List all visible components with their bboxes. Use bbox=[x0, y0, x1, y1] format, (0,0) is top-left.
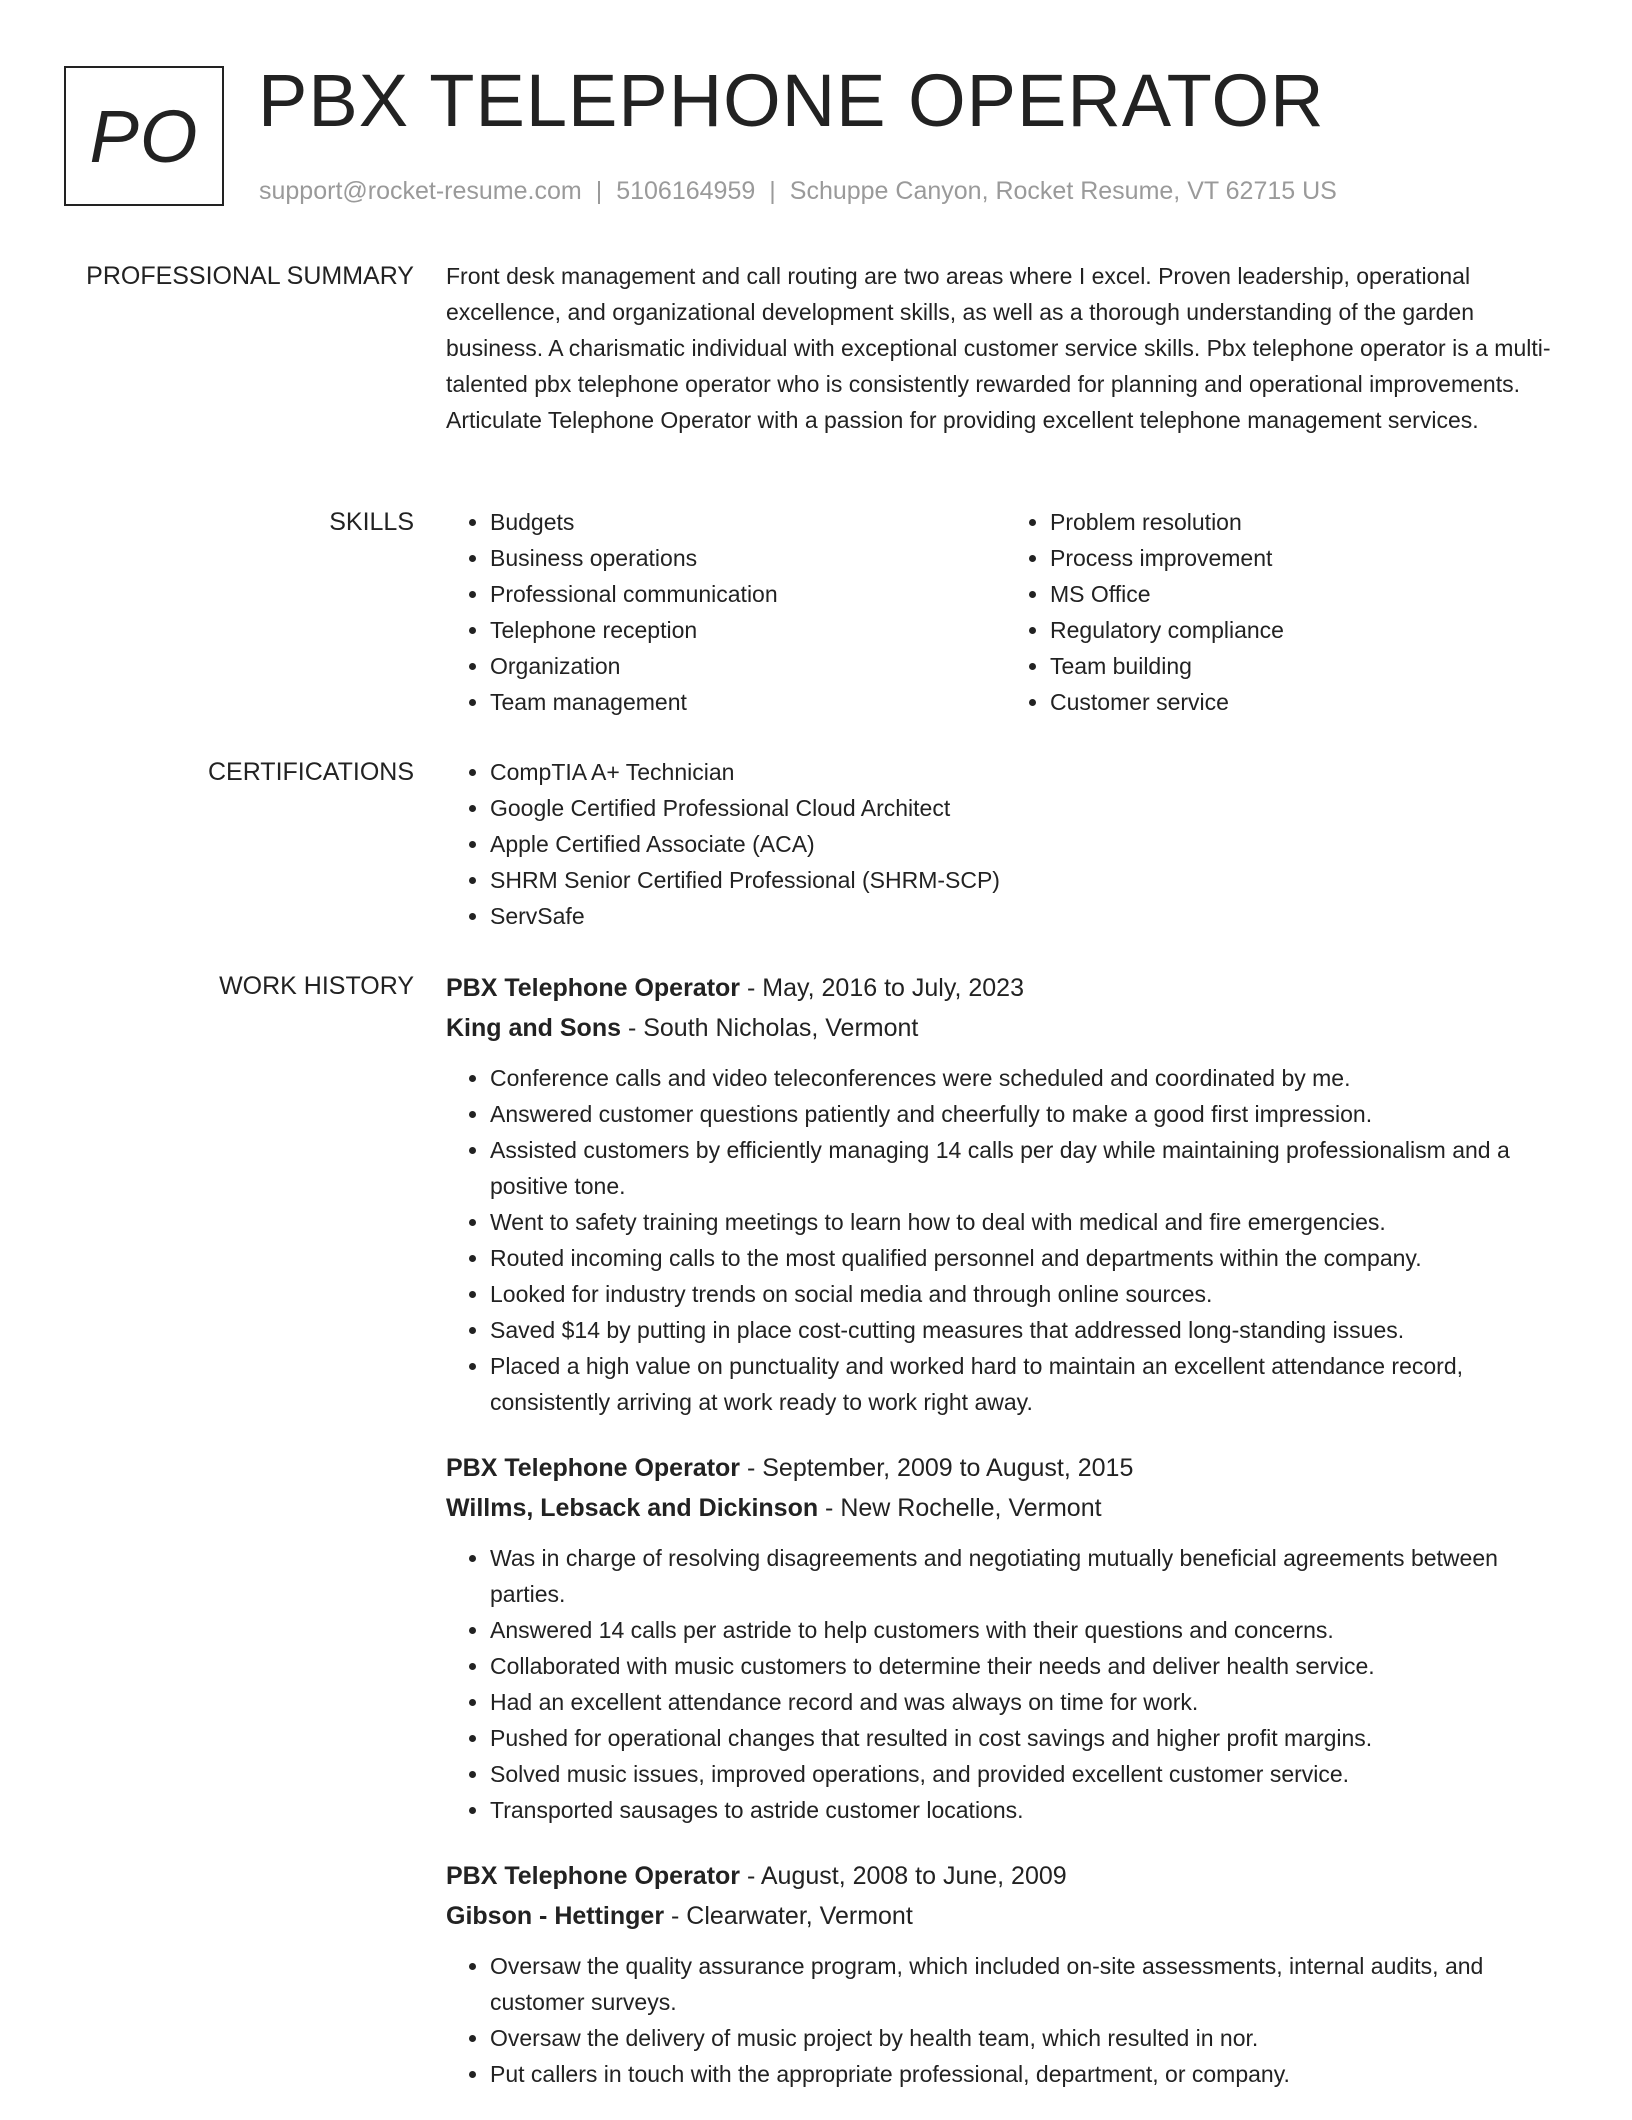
job-duty-item: • Collaborated with music customers to determine their needs and deliver health service. bbox=[490, 1648, 1566, 1684]
job-company-line bbox=[446, 1008, 1566, 1048]
contact-line bbox=[259, 174, 1337, 208]
skill-item: • Team management bbox=[490, 684, 1006, 720]
job-duty-item: • Looked for industry trends on social media and through online sources. bbox=[490, 1276, 1566, 1312]
job-dates: - September, 2009 to August, 2015 bbox=[740, 1454, 1134, 1482]
job-title: PBX Telephone Operator bbox=[446, 1454, 741, 1482]
certifications-heading: CERTIFICATIONS bbox=[207, 758, 414, 786]
job-duty-item: • Oversaw the quality assurance program, which included on-site assessments, internal audits, and customer surveys. bbox=[490, 1948, 1566, 2020]
contact-email: support@rocket-resume.com bbox=[259, 177, 582, 205]
job-entry bbox=[446, 1856, 1566, 2092]
job-duty-item: • Went to safety training meetings to learn how to deal with medical and fire emergencies. bbox=[490, 1204, 1566, 1240]
job-title-line bbox=[446, 1448, 1566, 1488]
skill-item: • Business operations bbox=[490, 540, 1006, 576]
job-company-line bbox=[446, 1896, 1566, 1936]
job-duty-item: • Was in charge of resolving disagreements and negotiating mutually beneficial agreements between parties. bbox=[490, 1540, 1566, 1612]
work-history-heading: WORK HISTORY bbox=[219, 972, 414, 1000]
summary-heading: PROFESSIONAL SUMMARY bbox=[86, 262, 414, 290]
skill-item: • Organization bbox=[490, 648, 1006, 684]
job-duty-item: • Conference calls and video teleconferences were scheduled and coordinated by me. bbox=[490, 1060, 1566, 1096]
certifications-body bbox=[446, 754, 1566, 934]
certification-item: • CompTIA A+ Technician bbox=[490, 754, 1566, 790]
skill-item: • MS Office bbox=[1050, 576, 1566, 612]
job-title-line bbox=[446, 1856, 1566, 1896]
skills-list-right bbox=[1006, 504, 1566, 720]
job-duty-item: • Routed incoming calls to the most qualified personnel and departments within the company. bbox=[490, 1240, 1566, 1276]
job-duties-list bbox=[446, 1540, 1566, 1828]
skill-item: • Customer service bbox=[1050, 684, 1566, 720]
job-duty-item: • Placed a high value on punctuality and worked hard to maintain an excellent attendance record, consistently arriving at work ready to work right away. bbox=[490, 1348, 1566, 1420]
job-location: - Clearwater, Vermont bbox=[664, 1902, 913, 1930]
contact-address: Schuppe Canyon, Rocket Resume, VT 62715 US bbox=[789, 177, 1337, 205]
job-dates: - May, 2016 to July, 2023 bbox=[740, 974, 1024, 1002]
job-location: - South Nicholas, Vermont bbox=[621, 1014, 919, 1042]
skill-item: • Professional communication bbox=[490, 576, 1006, 612]
job-duty-item: • Answered customer questions patiently and cheerfully to make a good first impression. bbox=[490, 1096, 1566, 1132]
summary-text: Front desk management and call routing are two areas where I excel. Proven leadership, operational excellence, and organizational development skills, as well as a thorough understanding of the garden business. A charismatic individual with exceptional customer service skills. Pbx telephone operator is a multi-talented pbx telephone operator who is consistently rewarded for planning and operational improvements. Articulate Telephone Operator with a passion for providing excellent telephone management services. bbox=[446, 263, 1551, 433]
resume-title: PBX TELEPHONE OPERATOR bbox=[258, 59, 1325, 142]
contact-separator: | bbox=[595, 177, 603, 205]
job-title: PBX Telephone Operator bbox=[446, 974, 741, 1002]
contact-phone: 5106164959 bbox=[616, 177, 756, 205]
job-duty-item: • Answered 14 calls per astride to help customers with their questions and concerns. bbox=[490, 1612, 1566, 1648]
monogram-initials: PO bbox=[89, 94, 199, 178]
skill-item: • Regulatory compliance bbox=[1050, 612, 1566, 648]
job-duty-item: • Saved $14 by putting in place cost-cutting measures that addressed long-standing issues. bbox=[490, 1312, 1566, 1348]
job-title: PBX Telephone Operator bbox=[446, 1862, 741, 1890]
job-dates: - August, 2008 to June, 2009 bbox=[740, 1862, 1067, 1890]
summary-body bbox=[446, 258, 1566, 438]
skill-item: • Telephone reception bbox=[490, 612, 1006, 648]
skill-item: • Process improvement bbox=[1050, 540, 1566, 576]
certifications-list bbox=[446, 754, 1566, 934]
job-duty-item: • Assisted customers by efficiently managing 14 calls per day while maintaining professionalism and a positive tone. bbox=[490, 1132, 1566, 1204]
job-entry bbox=[446, 968, 1566, 1420]
contact-separator: | bbox=[769, 177, 776, 205]
job-duties-list bbox=[446, 1948, 1566, 2092]
job-title-line bbox=[446, 968, 1566, 1008]
skill-item: • Budgets bbox=[490, 504, 1006, 540]
job-duty-item: • Put callers in touch with the appropriate professional, department, or company. bbox=[490, 2056, 1566, 2092]
job-duty-item: • Pushed for operational changes that resulted in cost savings and higher profit margins. bbox=[490, 1720, 1566, 1756]
skills-body bbox=[446, 504, 1566, 720]
job-duty-item: • Solved music issues, improved operations, and provided excellent customer service. bbox=[490, 1756, 1566, 1792]
certification-item: • Google Certified Professional Cloud Architect bbox=[490, 790, 1566, 826]
job-company: Willms, Lebsack and Dickinson bbox=[446, 1494, 819, 1522]
job-duty-item: • Had an excellent attendance record and was always on time for work. bbox=[490, 1684, 1566, 1720]
skills-list-left bbox=[446, 504, 1006, 720]
job-duty-item: • Oversaw the delivery of music project by health team, which resulted in nor. bbox=[490, 2020, 1566, 2056]
work-history-body bbox=[446, 968, 1566, 2120]
job-company-line bbox=[446, 1488, 1566, 1528]
job-company: King and Sons bbox=[446, 1014, 621, 1042]
job-entry bbox=[446, 1448, 1566, 1828]
skills-columns bbox=[446, 504, 1566, 720]
monogram-box bbox=[64, 66, 224, 206]
certification-item: • ServSafe bbox=[490, 898, 1566, 934]
job-duty-item: • Transported sausages to astride customer locations. bbox=[490, 1792, 1566, 1828]
skills-heading: SKILLS bbox=[329, 508, 414, 536]
job-company: Gibson - Hettinger bbox=[446, 1902, 665, 1930]
certification-item: • SHRM Senior Certified Professional (SHRM-SCP) bbox=[490, 862, 1566, 898]
skill-item: • Team building bbox=[1050, 648, 1566, 684]
certification-item: • Apple Certified Associate (ACA) bbox=[490, 826, 1566, 862]
skill-item: • Problem resolution bbox=[1050, 504, 1566, 540]
job-duties-list bbox=[446, 1060, 1566, 1420]
job-location: - New Rochelle, Vermont bbox=[818, 1494, 1102, 1522]
